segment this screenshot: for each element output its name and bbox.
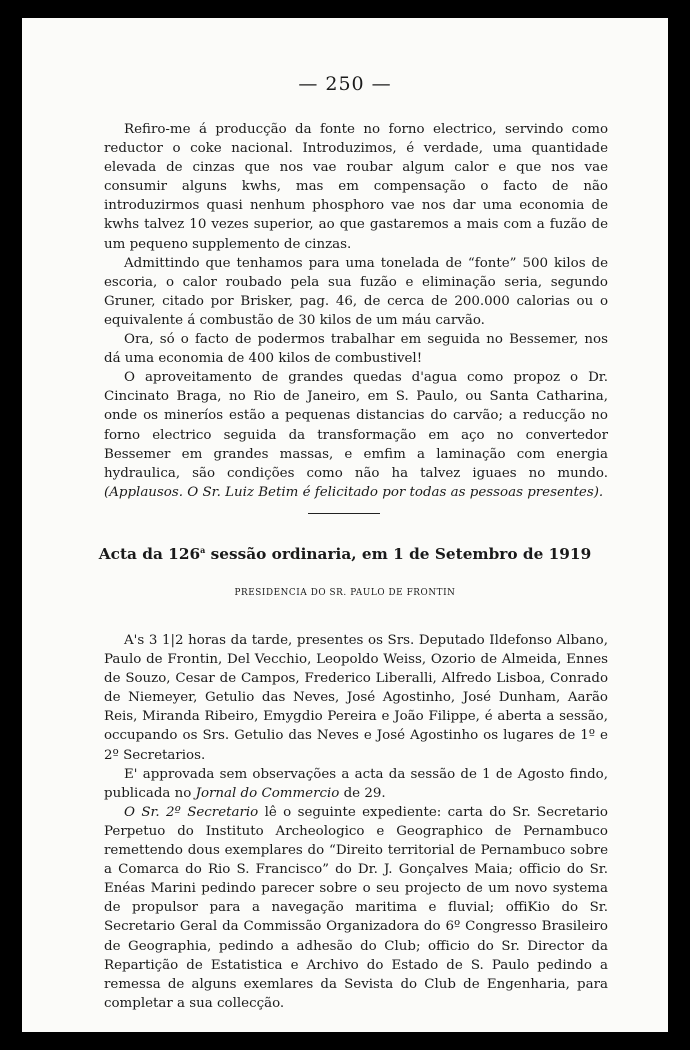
paragraph-text: E' approvada sem observações a acta da sessão de 1 de Agosto findo, publicada no <box>104 766 608 801</box>
applause-note: (Applausos. O Sr. Luiz Betim é felicitado por todas as pessoas presentes). <box>104 484 604 500</box>
text-block-minutes <box>104 631 608 1013</box>
presidency-line: PRESIDENCIA DO SR. PAULO DE FRONTIN <box>234 588 456 598</box>
heading-ordinal: a <box>200 545 206 555</box>
paragraph <box>104 368 608 502</box>
paragraph: Admittindo que tenhamos para uma tonelada de “fonte” 500 kilos de escoria, o calor roubado pela sua fuzão e eliminação seria, segundo Gruner, citado por Brisker, pag. 46, de cerca de 200.000 calorias ou o equivalente á combustão de 30 kilos de um máu carvão. <box>104 255 608 328</box>
paragraph: Ora, só o facto de podermos trabalhar em seguida no Bessemer, nos dá uma economia de 400 kilos de combustivel! <box>104 332 608 367</box>
paragraph: A's 3 1|2 horas da tarde, presentes os Srs. Deputado Ildefonso Albano, Paulo de Frontin, Del Vecchio, Leopoldo Weiss, Ozorio de Almeida, Ennes de Souzo, Cesar de Campos, Frederico Liberalli, Alfredo Lisboa, Conrado de Niemeyer, Getulio das Neves, José Agostinho, José Dunham, Aarão Reis, Miranda Ribeiro, Emygdio Pereira e João Filippe, é aberta a sessão, occupando os Srs. Getulio das Neves e José Agostinho os lugares de 1º e 2º Secretarios. <box>104 633 608 763</box>
speaker-name: O Sr. 2º Secretario <box>124 804 259 820</box>
heading-text-rest: sessão ordinaria, em 1 de Setembro de 1919 <box>205 545 592 564</box>
page-number: — 250 — <box>298 73 392 95</box>
section-heading <box>22 545 668 563</box>
paragraph-text: lê o seguinte expediente: carta do Sr. Secretario Perpetuo do Instituto Archeologico e Geographico de Pernambuco remettendo dous exemplares do “Direito territorial de Pernambuco sobre a Comarca do Rio S. Francisco” do Dr. J. Gonçalves Maia; officio do Sr. Enéas Marini pedindo parecer sobre o seu projecto de um novo systema de propulsor para a navegação maritima e fluvial; offiKio do Sr. Secretario Geral da Commissão Organizadora do 6º Congresso Brasileiro de Geographia, pedindo a adhesão do Club; officio do Sr. Director da Repartição de Estatistica e Archivo do Estado de S. Paulo pedindo a remessa de alguns exemlares da Sevista do Club de Engenharia, para completar a sua collecção. <box>104 804 608 1011</box>
document-page <box>22 18 668 1032</box>
heading-text: Acta da 126 <box>98 545 201 564</box>
paragraph <box>104 765 608 803</box>
paragraph-text: O aproveitamento de grandes quedas d'agua como propoz o Dr. Cincinato Braga, no Rio de Janeiro, em S. Paulo, ou Santa Catharina, onde os mineríos estão a pequenas distancias do carvão; a reducção no forno electrico seguida da transformação em aço no convertedor Bessemer em grandes massas, e emfim a laminação com energia hydraulica, são condições como não ha talvez iguaes no mundo. <box>104 370 608 481</box>
paragraph-text-end: de 29. <box>339 785 386 801</box>
section-divider <box>308 513 380 514</box>
paragraph: Refiro-me á producção da fonte no forno electrico, servindo como reductor o coke nacional. Introduzimos, é verdade, uma quantidade elevada de cinzas que nos vae roubar algum calor e que nos vae consumir alguns kwhs, mas em compensação o facto de não introduzirmos quasi nenhum phosphoro vae nos dar uma economia de kwhs talvez 10 vezes superior, ao que gastaremos a mais com a fuzão de um pequeno supplemento de cinzas. <box>104 122 608 252</box>
text-block-intro <box>104 120 608 502</box>
paragraph <box>104 803 608 1013</box>
newspaper-title: Jornal do Commercio <box>195 785 340 801</box>
